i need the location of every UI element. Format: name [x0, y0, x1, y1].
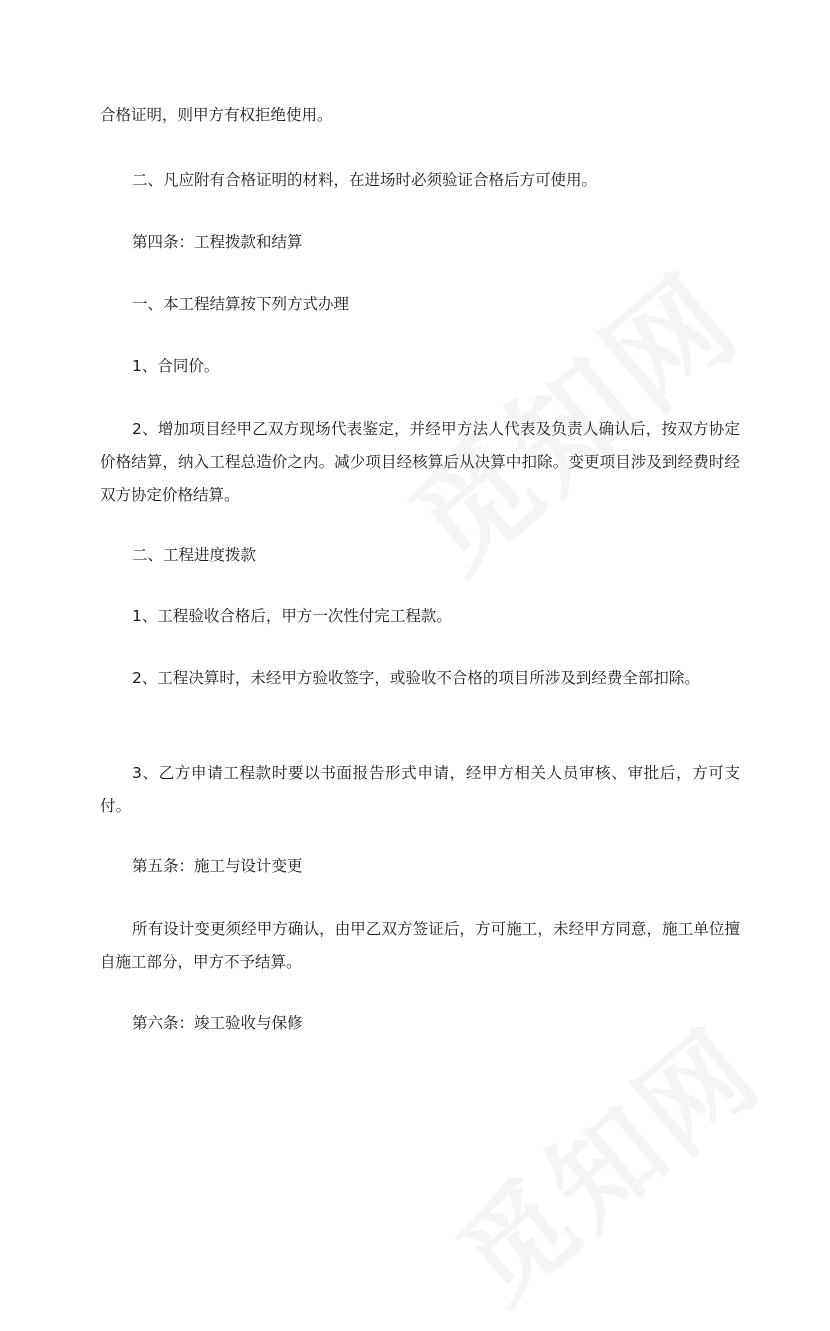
- article-5-heading: 第五条：施工与设计变更: [132, 857, 303, 875]
- item-final-accounts: 2、工程决算时，未经甲方验收签字，或验收不合格的项目所涉及到经费全部扣除。: [132, 669, 700, 687]
- section-1-heading: 一、本工程结算按下列方式办理: [132, 295, 350, 313]
- section-2-heading: 二、工程进度拨款: [132, 546, 257, 564]
- paragraph-design-change: 所有设计变更须经甲方确认，由甲乙双方签证后，方可施工，未经甲方同意，施工单位擅自施工部分，甲方不予结算。: [100, 920, 740, 971]
- paragraph-clause-2: 二、凡应附有合格证明的材料，在进场时必须验证合格后方可使用。: [132, 171, 598, 189]
- item-payment-after-acceptance: 1、工程验收合格后，甲方一次性付完工程款。: [132, 607, 452, 625]
- article-6-heading: 第六条：竣工验收与保修: [132, 1014, 303, 1032]
- article-4-heading: 第四条：工程拨款和结算: [132, 233, 303, 251]
- item-contract-price: 1、合同价。: [132, 357, 220, 375]
- item-payment-application: 3、乙方申请工程款时要以书面报告形式申请，经甲方相关人员审核、审批后，方可支付。: [100, 764, 740, 815]
- item-additional-projects: 2、增加项目经甲乙双方现场代表鉴定，并经甲方法人代表及负责人确认后，按双方协定价格结算，纳入工程总造价之内。减少项目经核算后从决算中扣除。变更项目涉及到经费时经双方协定价格结算。: [100, 420, 740, 504]
- paragraph-continuation: 合格证明，则甲方有权拒绝使用。: [100, 106, 333, 124]
